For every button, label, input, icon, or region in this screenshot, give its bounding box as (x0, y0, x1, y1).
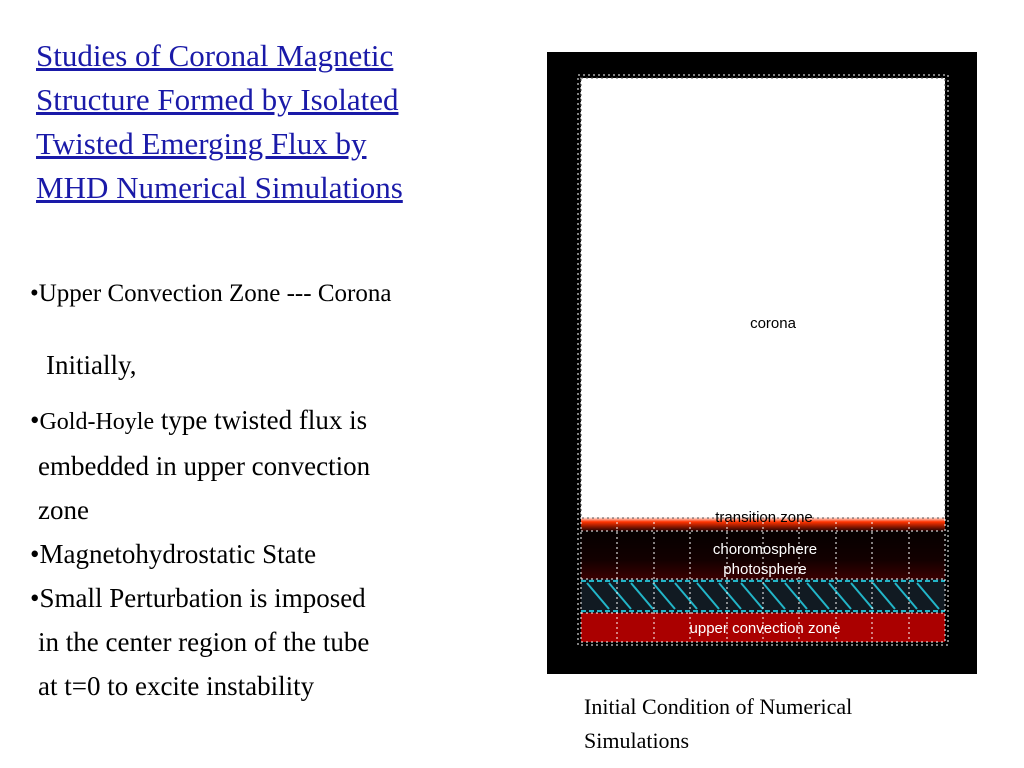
title-line-4[interactable]: MHD Numerical Simulations (36, 170, 403, 205)
bullet-perturbation: •Small Perturbation is imposed (30, 583, 366, 613)
corona-region (581, 78, 945, 522)
bullet-gold-hoyle-line-3: zone (38, 495, 89, 525)
bullet-magnetohydrostatic: •Magnetohydrostatic State (30, 539, 317, 569)
slide-title[interactable] (36, 34, 516, 210)
domain-diagram (547, 52, 977, 674)
bullet-perturbation-line-3: at t=0 to excite instability (38, 671, 315, 701)
caption-line-2: Simulations (584, 728, 690, 753)
bullet-list (30, 398, 530, 708)
bullet-marker: • (30, 405, 40, 435)
title-line-1[interactable]: Studies of Coronal Magnetic (36, 38, 394, 73)
bullet-gold-hoyle-line-2: embedded in upper convection (38, 451, 371, 481)
caption-line-1: Initial Condition of Numerical (584, 694, 853, 719)
subheading-zones: •Upper Convection Zone --- Corona (30, 280, 392, 307)
initially-label: Initially, (46, 350, 137, 380)
bullet-text: type twisted flux is (154, 405, 368, 435)
figure-caption (584, 690, 964, 758)
label-photosphere: photosphere (723, 561, 807, 578)
bullet-perturbation-line-2: in the center region of the tube (38, 627, 370, 657)
title-line-3[interactable]: Twisted Emerging Flux by (36, 126, 367, 161)
title-line-2[interactable]: Structure Formed by Isolated (36, 82, 399, 117)
label-transition-zone: transition zone (715, 509, 813, 526)
label-upper-convection-zone: upper convection zone (689, 620, 841, 637)
label-chromosphere: choromosphere (712, 541, 818, 558)
simulation-domain-figure (547, 52, 977, 674)
label-corona: corona (750, 315, 796, 332)
bullet-gold-hoyle (30, 398, 530, 444)
gold-hoyle-term: Gold-Hoyle (39, 409, 155, 435)
